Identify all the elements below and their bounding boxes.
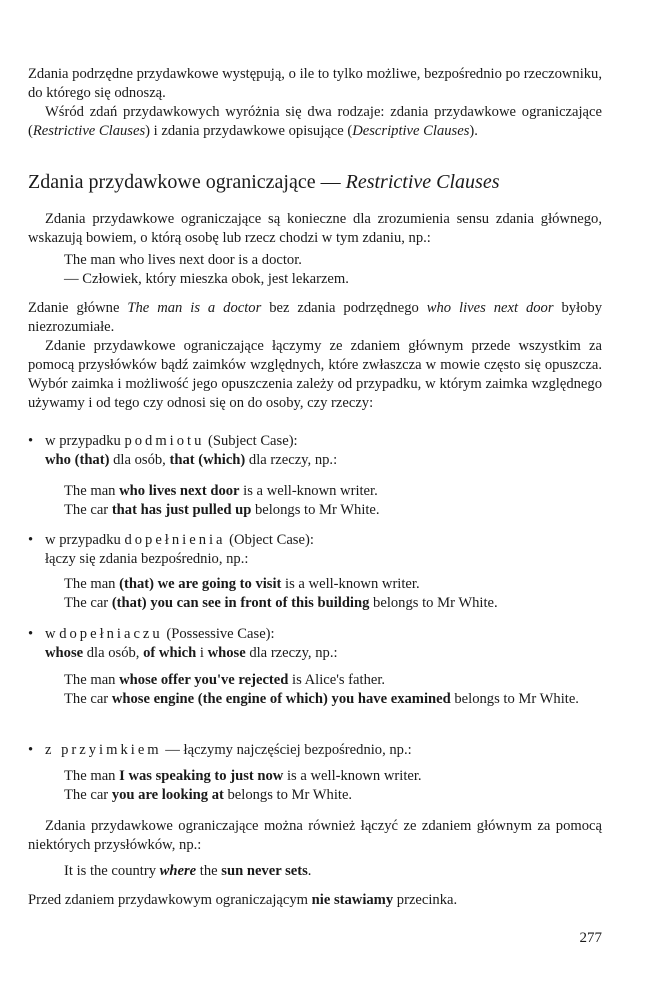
bullet-icon: • — [28, 626, 34, 642]
paragraph-joining: Zdanie przydawkowe ograniczające łączymy ze zdaniem głównym przede wszystkim za pomocą przysłówków bądź zaimków względnych, które zwłaszcza w mowie często się opuszcza. Wybór zaimka i możliwość jego opuszczenia zależy od przypadku, w którym zaimka względnego używamy i od tego czy odnosi się on do osoby, czy rzeczy: — [28, 338, 602, 411]
example-block-doctor — [64, 251, 602, 289]
section-heading: Zdania przydawkowe ograniczające — Restrictive Clauses — [28, 171, 500, 193]
paragraph-position: Zdania podrzędne przydawkowe występują, o ile to tylko możliwe, bezpośrednio po rzeczowniku, do którego się odnoszą. — [28, 66, 602, 101]
example-where: It is the country where the sun never sets. — [64, 863, 312, 879]
list-item-subject-case: • w przypadku podmiotu (Subject Case): who (that) dla osób, that (which) dla rzeczy, np.: — [28, 433, 338, 468]
list-item-preposition-case: • z przyimkiem — łączymy najczęściej bezpośrednio, np.: — [28, 742, 412, 758]
page-number: 277 — [579, 930, 602, 946]
list-item-object-case: • w przypadku dopełnienia (Object Case): łączy się zdania bezpośrednio, np.: — [28, 532, 314, 567]
example-block-possessive: The man whose offer you've rejected is Alice's father. The car whose engine (the engine of which) you have examined belongs to Mr White. — [64, 672, 579, 707]
example-block-preposition: The man I was speaking to just now is a well-known writer. The car you are looking at belongs to Mr White. — [64, 768, 422, 803]
paragraph-intro: Zdania przydawkowe ograniczające są konieczne dla zrozumienia sensu zdania głównego, wskazują bowiem, o którą osobę lub rzecz chodzi w tym zdaniu, np.: — [28, 211, 602, 246]
paragraph-two-types: Wśród zdań przydawkowych wyróżnia się dwa rodzaje: zdania przydawkowe ograniczające (Restrictive Clauses) i zdania przydawkowe opisujące (Descriptive Clauses). — [28, 104, 602, 139]
example-block-subject: The man who lives next door is a well-known writer. The car that has just pulled up belongs to Mr White. — [64, 483, 380, 518]
paragraph-main-clause: Zdanie główne The man is a doctor bez zdania podrzędnego who lives next door byłoby niezrozumiałe. — [28, 300, 603, 335]
paragraph-adverbs: Zdania przydawkowe ograniczające można również łączyć ze zdaniem głównym za pomocą niektórych przysłówków, np.: — [28, 818, 602, 853]
bullet-icon: • — [28, 433, 34, 449]
example-sentence: The man who lives next door is a doctor. — [64, 252, 302, 268]
example-block-object: The man (that) we are going to visit is a well-known writer. The car (that) you can see in front of this building belongs to Mr White. — [64, 576, 498, 611]
example-translation: — Człowiek, który mieszka obok, jest lekarzem. — [64, 271, 349, 287]
bullet-icon: • — [28, 532, 34, 548]
list-item-possessive-case: • w dopełniaczu (Possessive Case): whose dla osób, of which i whose dla rzeczy, np.: — [28, 626, 338, 661]
paragraph-comma-rule: Przed zdaniem przydawkowym ograniczającym nie stawiamy przecinka. — [28, 892, 458, 908]
bullet-icon: • — [28, 742, 34, 758]
